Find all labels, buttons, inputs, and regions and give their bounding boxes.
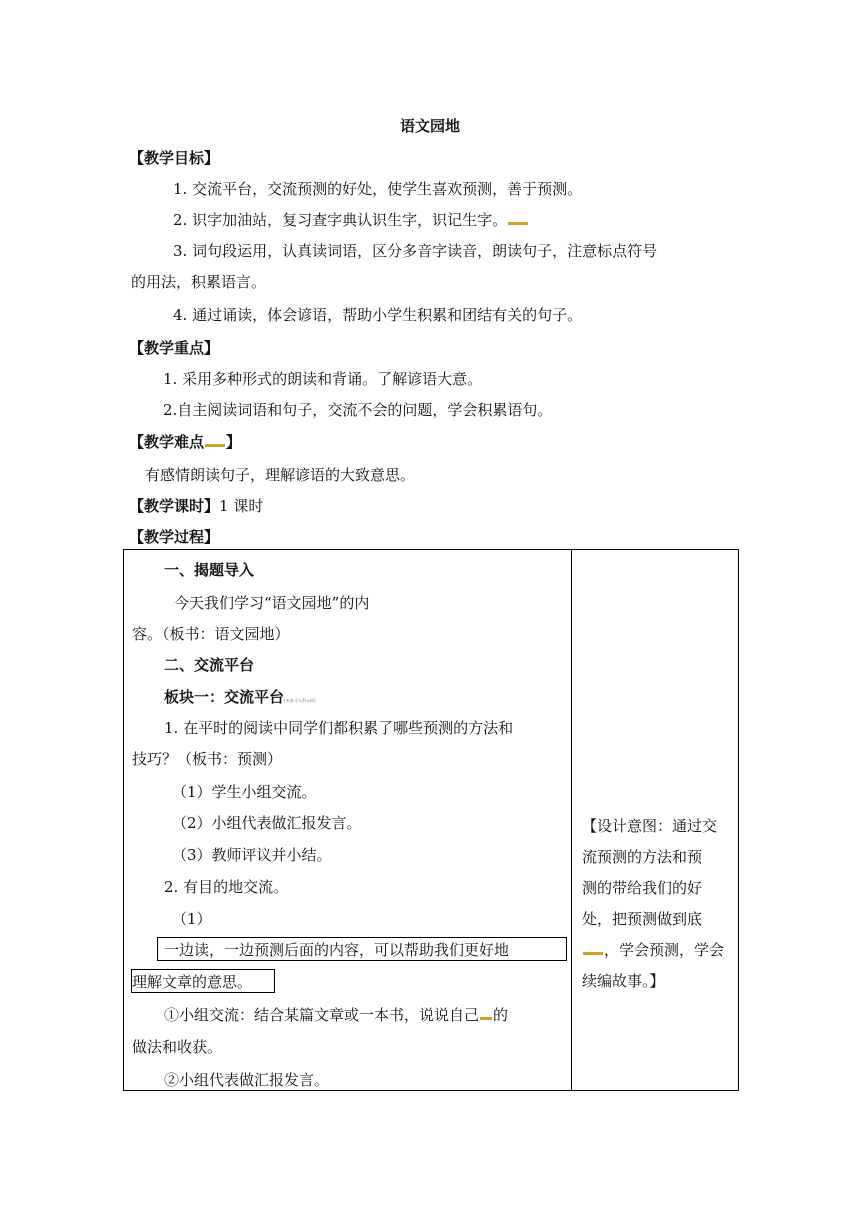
question-1-line-1: 1. 在平时的阅读中同学们都积累了哪些预测的方法和 [164,719,514,737]
goal-3-line-1: 3. 词句段运用，认真读词语，区分多音字读音，朗读句子，注意标点符号 [173,242,658,260]
goals-heading: 【教学目标】 [129,149,220,167]
hours-line [129,496,263,516]
goal-2 [173,210,529,230]
goal-2-text: 2. 识字加油站，复习查字典认识生字，识记生字。 [173,211,508,229]
design-intent-line-5 [582,940,724,960]
difficulty-text: 有感情朗读句子，理解谚语的大致意思。 [145,466,416,484]
hours-text: 1 课时 [219,497,264,515]
difficulty-heading-text: 【教学难点 [129,433,205,451]
goal-4: 4. 通过诵读，体会谚语，帮助小学生积累和团结有关的句子。 [173,306,583,324]
activity-1-line-1 [164,1005,508,1025]
intro-para-line-2: 容。（板书：语文园地） [132,625,290,643]
key-2: 2.自主阅读词语和句子，交流不会的问题，学会积累语句。 [163,401,553,419]
goal-1: 1. 交流平台，交流预测的好处，使学生喜欢预测，善于预测。 [173,180,583,198]
design-intent-line-2: 流预测的方法和预 [582,848,703,866]
process-right-cell [572,550,739,1091]
key-heading: 【教学重点】 [129,339,220,357]
goal-3-line-2: 的用法，积累语言。 [131,273,267,291]
activity-1-tail: 的 [493,1006,509,1024]
boxed-text-line-2: 理解文章的意思。 [132,973,253,991]
section-exchange-heading: 二、交流平台 [164,656,255,674]
difficulty-heading-close: 】 [226,433,242,451]
activity-2: ②小组代表做汇报发言。 [164,1071,330,1089]
step-3: （3）教师评议并小结。 [172,846,332,864]
key-1: 1. 采用多种形式的朗读和背诵。了解谚语大意。 [163,370,483,388]
boxed-text-line-1: 一边读，一边预测后面的内容，可以帮助我们更好地 [164,941,510,959]
question-2-sub: （1） [172,910,212,928]
step-1: （1）学生小组交流。 [172,783,317,801]
highlight-mark [508,222,528,225]
hours-heading: 【教学课时】 [129,497,220,515]
design-intent-line-6: 续编故事。】 [582,972,665,990]
difficulty-heading [129,432,241,452]
process-table [123,549,739,1091]
question-2: 2. 有目的地交流。 [164,878,289,896]
block-title-line [164,687,316,711]
highlight-mark [583,952,603,955]
design-intent-line-1: 【设计意图：通过交 [582,817,718,835]
source-note: [来源:学&科&网] [284,698,316,703]
section-intro-heading: 一、揭题导入 [164,561,255,579]
intro-para-line-1: 今天我们学习“语文园地”的内 [174,594,370,612]
design-intent-line-4: 处，把预测做到底 [582,910,703,928]
page-title: 语文园地 [399,117,460,135]
activity-1-line-2: 做法和收获。 [132,1038,223,1056]
activity-1-text: ①小组交流：结合某篇文章或一本书，说说自己 [164,1006,480,1024]
step-2: （2）小组代表做汇报发言。 [172,814,362,832]
highlight-mark [205,444,225,447]
process-heading: 【教学过程】 [129,528,220,546]
question-1-line-2: 技巧？（板书：预测） [132,750,283,768]
highlight-mark [480,1017,492,1020]
design-intent-line-3: 测的带给我们的好 [582,879,703,897]
block-title: 板块一：交流平台 [164,688,285,706]
process-left-cell [124,550,572,1091]
design-intent-line-5-text: ，学会预测，学会 [604,941,725,959]
